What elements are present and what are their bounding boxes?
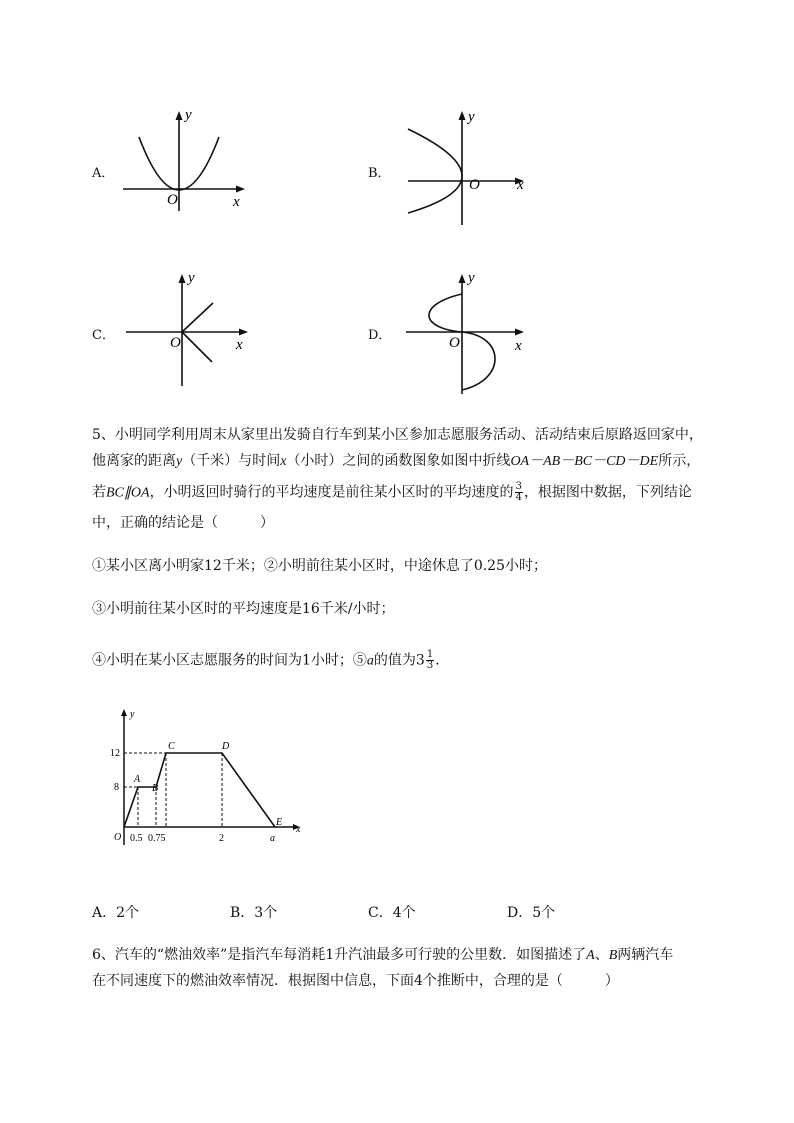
answer-c: C．4个 <box>368 905 416 921</box>
q5-statement-4-5 <box>92 650 449 672</box>
x-arrow <box>515 329 524 336</box>
q5-statement-1-2: ①某小区离小明家12千米；②小明前往某小区时，中途休息了0.25小时； <box>92 558 547 574</box>
q5-line2-text: （千米）与时间 <box>182 453 281 469</box>
point-e: E <box>276 817 283 828</box>
point-a: A <box>134 774 141 785</box>
origin-label: O <box>114 832 122 843</box>
q5-line2-text: （小时）之间的函数图象如图中折线 <box>286 453 511 469</box>
q5-line3-text: 若 <box>92 484 106 501</box>
y-tick-12: 12 <box>110 748 120 759</box>
fraction-1-3 <box>426 650 434 671</box>
origin-label: O <box>167 192 178 208</box>
origin-label: O <box>469 177 480 193</box>
y-arrow <box>121 709 127 716</box>
q5-line2-text: 所示， <box>658 453 701 469</box>
x-arrow <box>239 329 248 336</box>
q6-line1-text: 两辆汽车 <box>617 947 674 963</box>
q5-s4-text: 的值为3 <box>373 652 425 669</box>
var-y: y <box>176 454 183 469</box>
x-label: x <box>236 337 243 353</box>
y-arrow <box>459 274 466 283</box>
sideways-parabola-curve <box>408 129 462 213</box>
q5-statement-3: ③小明前往某小区时的平均速度是16千米/小时； <box>92 601 395 617</box>
y-label: y <box>468 109 475 125</box>
graph-polyline <box>124 753 275 827</box>
y-axis-label: y <box>130 709 135 720</box>
y-label: y <box>468 270 475 286</box>
answer-b: B．3个 <box>230 905 278 921</box>
answer-a: A．2个 <box>92 905 140 921</box>
y-arrow <box>176 111 183 120</box>
fraction-3-4 <box>515 482 523 503</box>
q5-line2 <box>92 451 700 472</box>
y-tick-8: 8 <box>114 782 119 793</box>
car-a: A <box>586 948 595 963</box>
x-label: x <box>517 177 524 193</box>
origin-label: O <box>170 335 181 351</box>
polyline-path: OA－AB－BC－CD－DE <box>510 454 659 469</box>
x-tick-a: a <box>270 833 275 844</box>
q6-separator: 、 <box>594 947 609 963</box>
var-x: x <box>280 454 287 469</box>
x-label: x <box>233 194 240 210</box>
x-arrow <box>236 186 245 193</box>
x-tick-0.5: 0.5 <box>130 833 143 844</box>
option-b-label: B． <box>368 166 391 181</box>
fraction-numerator: 3 <box>515 481 522 492</box>
option-a-label: A． <box>92 166 115 181</box>
q6-line1-text: 6、汽车的“燃油效率”是指汽车每消耗1升汽油最多可行驶的公里数．如图描述了 <box>92 947 587 963</box>
q5-line3 <box>92 482 692 504</box>
origin-label: O <box>449 335 460 351</box>
car-b: B <box>608 948 618 963</box>
point-d: D <box>222 741 230 752</box>
q5-line3-text: ，根据图中数据，下列结论 <box>523 484 692 501</box>
var-a: a <box>366 653 374 669</box>
q6-line1 <box>92 945 673 966</box>
point-b: B <box>152 783 159 794</box>
x-axis-label: x <box>296 824 301 835</box>
answer-d: D．5个 <box>507 905 556 921</box>
graph-option-c <box>118 268 258 388</box>
y-arrow <box>179 274 186 283</box>
graph-ray-up <box>182 303 213 332</box>
q6-line2: 在不同速度下的燃油效率情况．根据图中信息，下面4个推断中，合理的是（ ） <box>92 973 619 989</box>
q5-distance-time-graph <box>108 705 308 850</box>
q5-line4: 中，正确的结论是（ ） <box>92 515 274 531</box>
x-label: x <box>515 338 522 354</box>
point-c: C <box>168 741 175 752</box>
fraction-numerator: 1 <box>426 649 434 660</box>
graph-option-a <box>115 105 255 215</box>
q5-line1: 5、小明同学利用周末从家里出发骑自行车到某小区参加志愿服务活动、活动结束后原路返回家中， <box>92 427 703 443</box>
parallel-condition: BC∥OA <box>106 485 150 501</box>
fraction-denominator: 4 <box>515 492 522 503</box>
y-label: y <box>185 107 192 123</box>
graph-ray-down <box>182 332 212 362</box>
q5-s4-text: ④小明在某小区志愿服务的时间为1小时；⑤ <box>92 652 367 669</box>
fraction-denominator: 3 <box>426 660 434 671</box>
q5-line2-text: 他离家的距离 <box>92 453 176 469</box>
option-d-label: D． <box>368 328 392 343</box>
x-tick-0.75: 0.75 <box>148 833 166 844</box>
y-arrow <box>459 111 466 120</box>
q5-s4-text: ． <box>435 652 450 669</box>
graph-option-d <box>398 268 538 398</box>
y-label: y <box>188 270 195 286</box>
q5-line3-text: ，小明返回时骑行的平均速度是前往某小区时的平均速度的 <box>149 484 514 501</box>
x-tick-2: 2 <box>219 833 224 844</box>
option-c-label: C． <box>92 328 115 343</box>
graph-option-b <box>400 105 540 230</box>
